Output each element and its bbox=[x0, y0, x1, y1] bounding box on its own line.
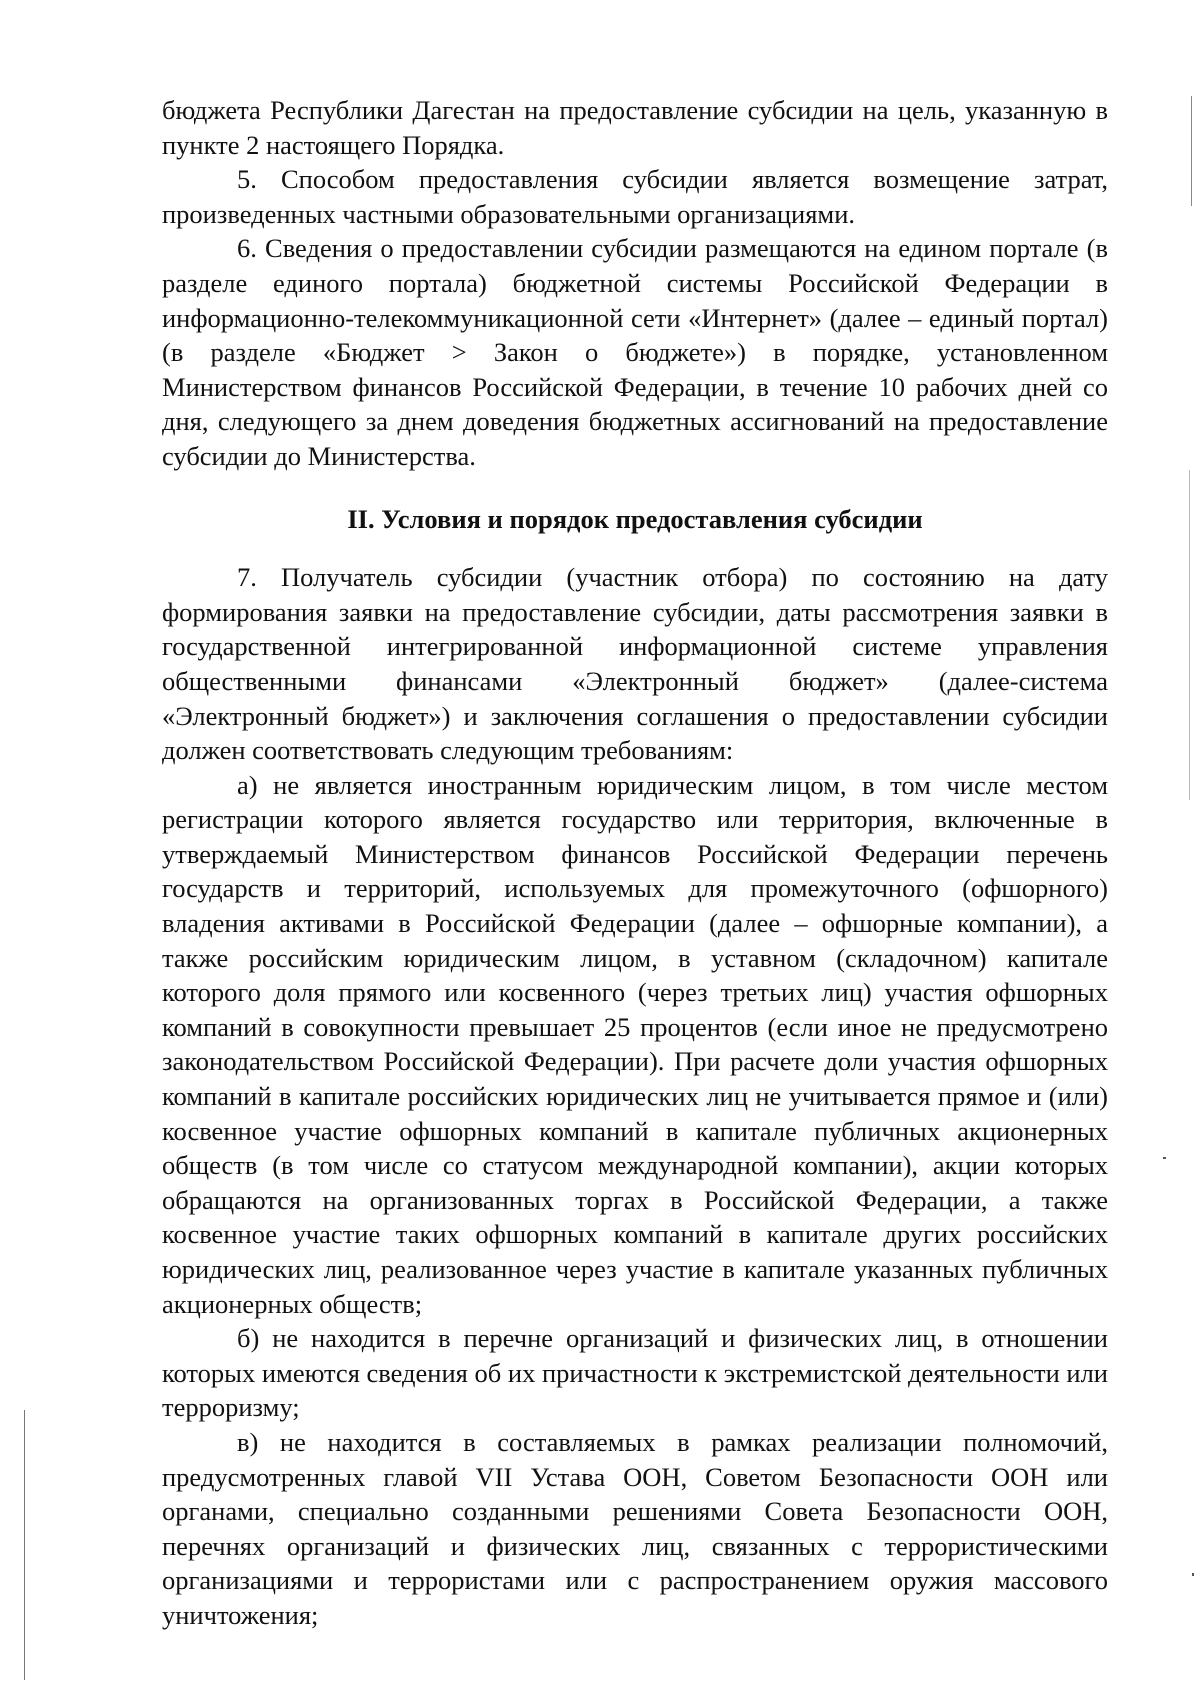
paragraph-continuation: бюджета Республики Дагестан на предоставление субсидии на цель, указанную в пункте 2 настоящего Порядка. bbox=[162, 95, 1108, 160]
scan-edge-line-right-top bbox=[1191, 96, 1192, 206]
scan-speck bbox=[1163, 1157, 1166, 1159]
document-body bbox=[162, 93, 1108, 1633]
paragraph-item-5: 5. Способом предоставления субсидии является возмещение затрат, произведенных частными образовательными организациями. bbox=[162, 164, 1108, 229]
scan-edge-line-right-mid bbox=[1189, 470, 1190, 800]
subitem-b: б) не находится в перечне организаций и физических лиц, в отношении которых имеются сведения об их причастности к экстремистской деятельности или терроризму; bbox=[162, 1323, 1108, 1423]
scan-speck bbox=[1192, 1573, 1194, 1576]
paragraph-item-7: 7. Получатель субсидии (участник отбора) по состоянию на дату формирования заявки на предоставление субсидии, даты рассмотрения заявки в государственной интегрированной информационной системе управления общественными финансами «Электронный бюджет» (далее-система «Электронный бюджет») и заключения соглашения о предоставлении субсидии должен соответствовать следующим требованиям: bbox=[162, 562, 1108, 766]
subitem-a: а) не является иностранным юридическим лицом, в том числе местом регистрации которого является государство или территория, включенные в утверждаемый Министерством финансов Российской Федерации перечень государств и территорий, используемых для промежуточного (офшорного) владения активами в Российской Федерации (далее – офшорные компании), а также российским юридическим лицом, в уставном (складочном) капитале которого доля прямого или косвенного (через третьих лиц) участия офшорных компаний в совокупности превышает 25 процентов (если иное не предусмотрено законодательством Российской Федерации). При расчете доли участия офшорных компаний в капитале российских юридических лиц не учитывается прямое и (или) косвенное участие офшорных компаний в капитале публичных акционерных обществ (в том числе со статусом международной компании), акции которых обращаются на организованных торгах в Российской Федерации, а также косвенное участие таких офшорных компаний в капитале других российских юридических лиц, реализованное через участие в капитале указанных публичных акционерных обществ; bbox=[162, 769, 1108, 1319]
paragraph-item-6: 6. Сведения о предоставлении субсидии размещаются на едином портале (в разделе единого портала) бюджетной системы Российской Федерации в информационно-телекоммуникационной сети «Интернет» (далее – единый портал) (в разделе «Бюджет > Закон о бюджете») в порядке, установленном Министерством финансов Российской Федерации, в течение 10 рабочих дней со дня, следующего за днем доведения бюджетных ассигнований на предоставление субсидии до Министерства. bbox=[162, 233, 1108, 471]
section-heading: II. Условия и порядок предоставления субсидии bbox=[347, 503, 923, 534]
scan-edge-line-left-bottom bbox=[24, 1410, 25, 1680]
subitem-v: в) не находится в составляемых в рамках реализации полномочий, предусмотренных главой VII Устава ООН, Советом Безопасности ООН или органами, специально созданными решениями Совета Безопасности ООН, перечнях организаций и физических лиц, связанных с террористическими организациями и террористами или с распространением оружия массового уничтожения; bbox=[162, 1426, 1108, 1630]
